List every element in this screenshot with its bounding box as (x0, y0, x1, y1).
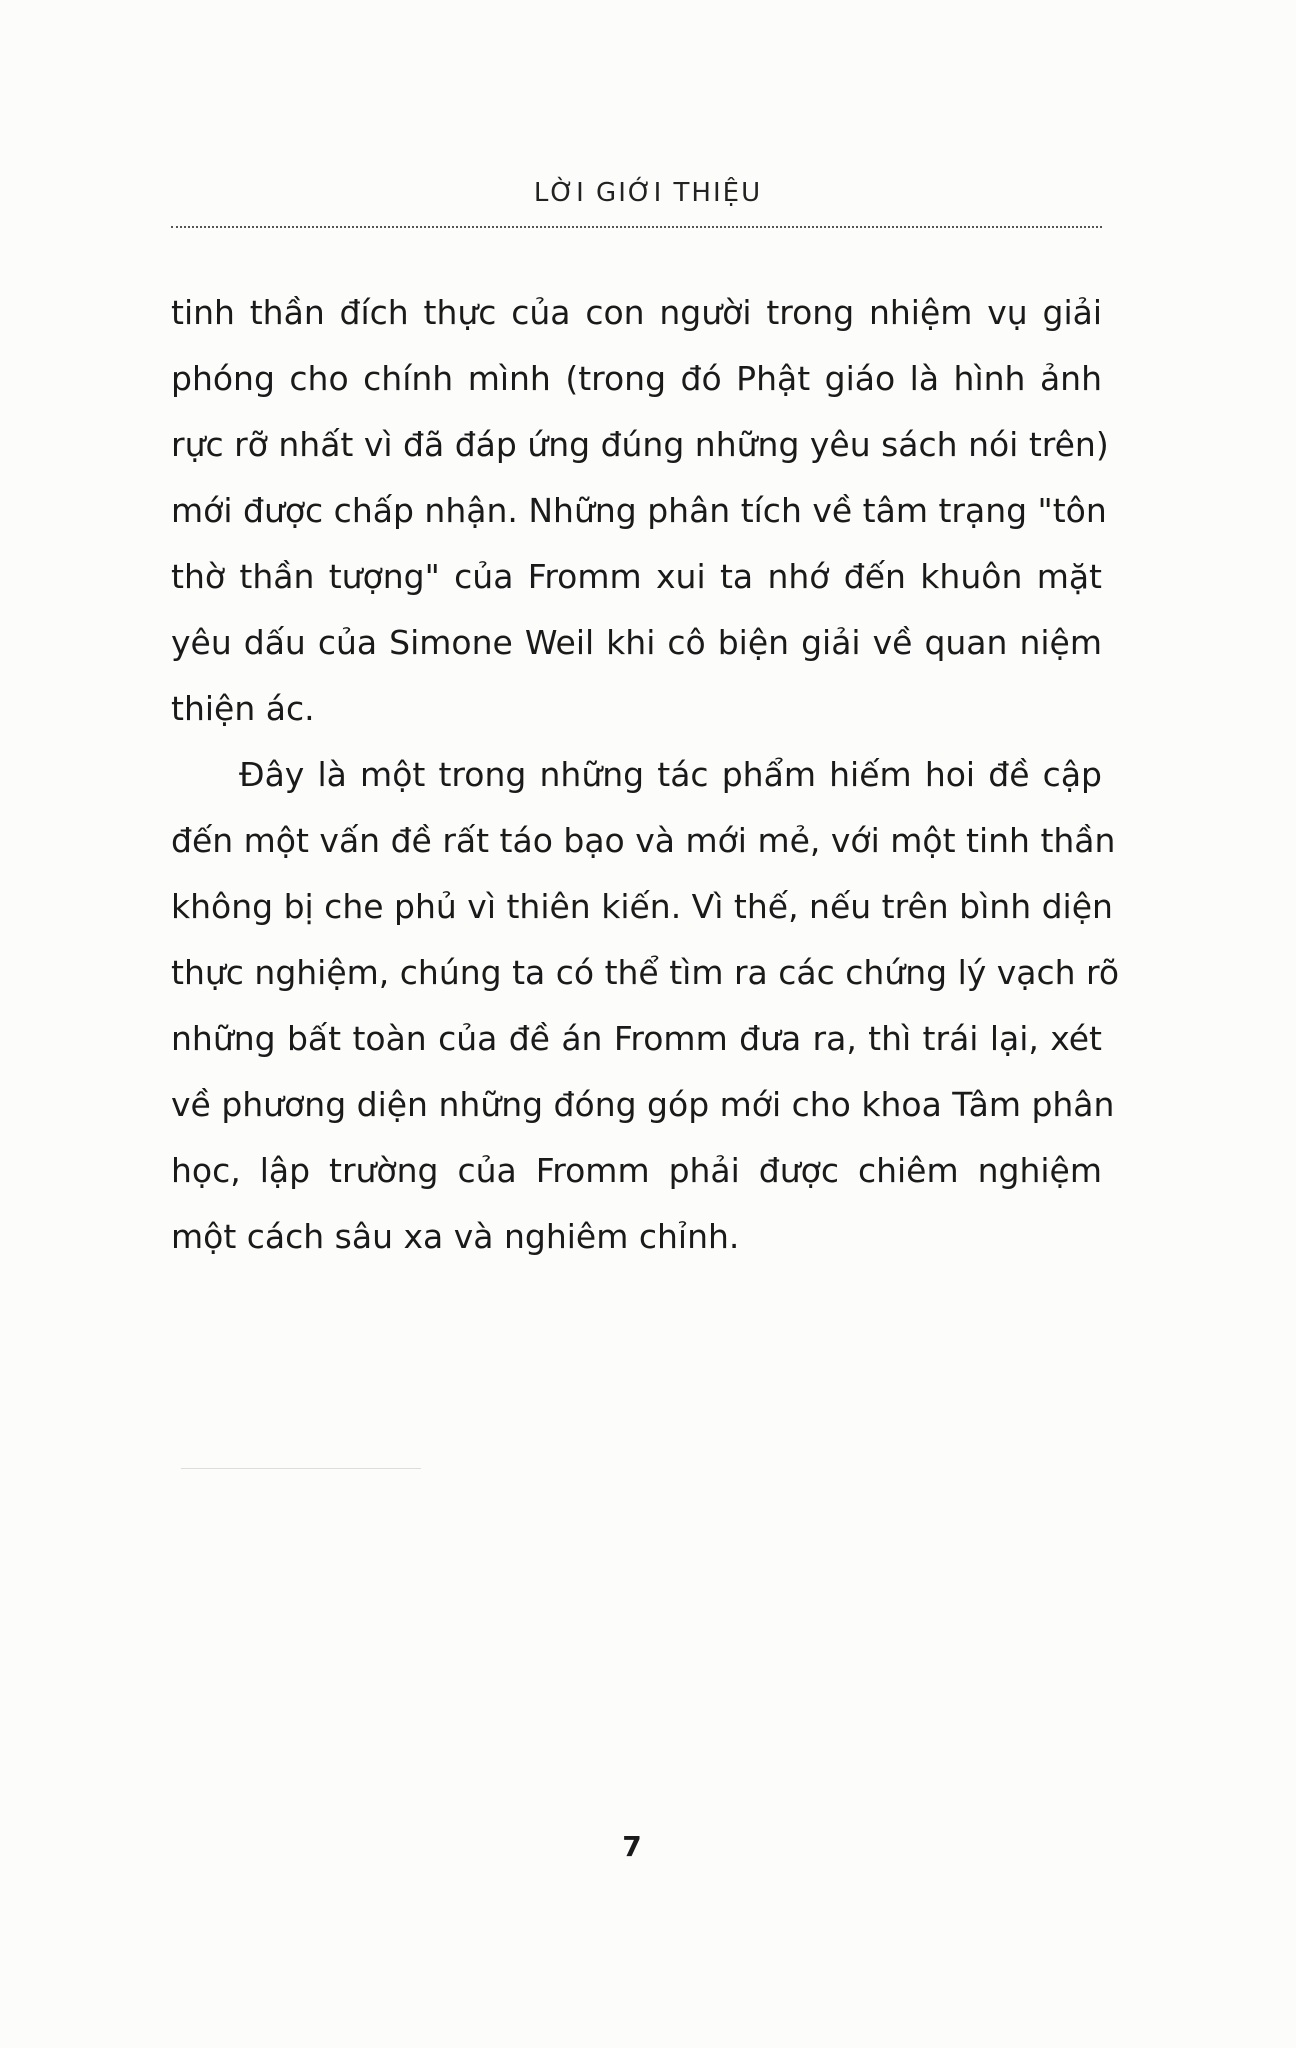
body-text (171, 280, 1120, 1270)
text-line: đến một vấn đề rất táo bạo và mới mẻ, với một tinh thần (171, 821, 1116, 860)
text-line: một cách sâu xa và nghiêm chỉnh. (171, 1217, 740, 1256)
text-line: về phương diện những đóng góp mới cho khoa Tâm phân (171, 1085, 1115, 1124)
text-line: thờ thần tượng" của Fromm xui ta nhớ đến khuôn mặt (171, 557, 1102, 596)
text-line: thực nghiệm, chúng ta có thể tìm ra các chứng lý vạch rõ (171, 953, 1120, 992)
text-line: Đây là một trong những tác phẩm hiếm hoi đề cập (239, 755, 1102, 794)
footnote-divider (181, 1468, 421, 1469)
paragraph (171, 742, 1120, 1270)
page-number: 7 (622, 1830, 642, 1863)
text-line: thiện ác. (171, 689, 315, 728)
text-line: rực rỡ nhất vì đã đáp ứng đúng những yêu sách nói trên) (171, 425, 1109, 464)
text-line: phóng cho chính mình (trong đó Phật giáo là hình ảnh (171, 359, 1102, 398)
paragraph (171, 280, 1109, 742)
text-line: tinh thần đích thực của con người trong nhiệm vụ giải (171, 293, 1102, 332)
running-header: LỜI GIỚI THIỆU (533, 178, 763, 208)
text-line: mới được chấp nhận. Những phân tích về tâm trạng "tôn (171, 491, 1107, 530)
text-line: yêu dấu của Simone Weil khi cô biện giải về quan niệm (171, 623, 1102, 662)
text-line: những bất toàn của đề án Fromm đưa ra, thì trái lại, xét (171, 1019, 1102, 1058)
text-line: học, lập trường của Fromm phải được chiêm nghiệm (171, 1151, 1102, 1190)
header-divider (171, 226, 1102, 228)
text-line: không bị che phủ vì thiên kiến. Vì thế, nếu trên bình diện (171, 887, 1113, 926)
